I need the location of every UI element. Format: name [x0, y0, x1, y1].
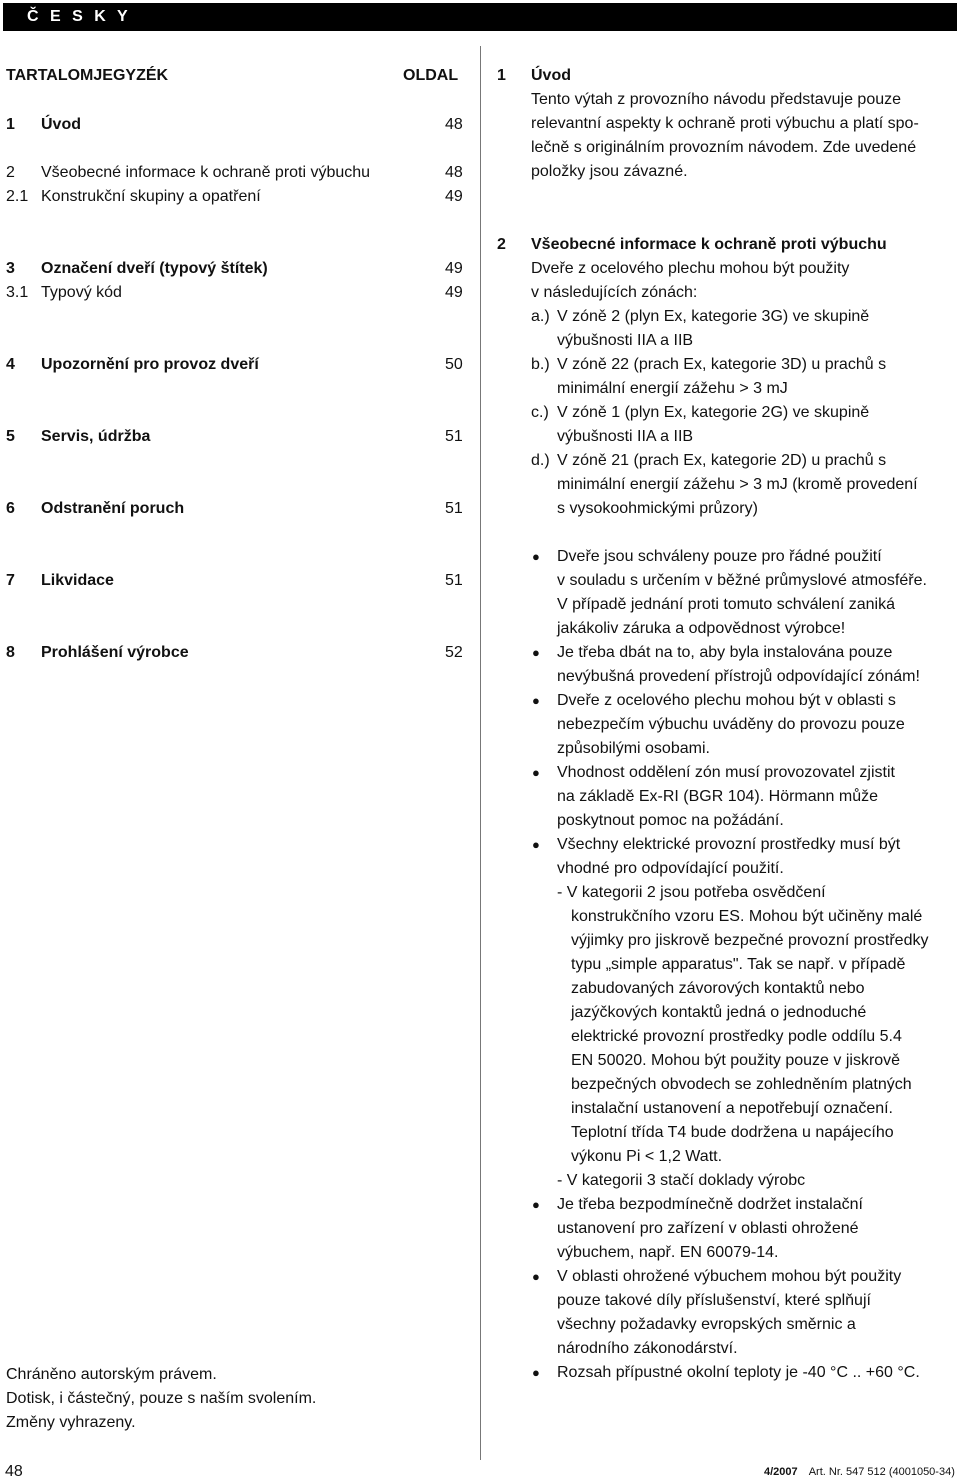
- bullet-line: výbuchem, např. EN 60079-14.: [557, 1244, 779, 1261]
- toc-page: 51: [445, 500, 463, 517]
- toc-page: 49: [445, 188, 463, 205]
- bullet-line: nebezpečím výbuchu uváděny do provozu pouze: [557, 716, 905, 733]
- toc-num: 1: [6, 116, 15, 133]
- bullet-line: Vhodnost oddělení zón musí provozovatel zjistit: [557, 764, 895, 781]
- article-number: Art. Nr. 547 512 (4001050-34): [808, 1466, 955, 1478]
- dash-line: výkonu Pi < 1,2 Watt.: [571, 1148, 723, 1165]
- toc-page: 48: [445, 116, 463, 133]
- language-header: [3, 3, 957, 31]
- dash-line: konstrukčního vzoru ES. Mohou být učiněny malé: [571, 908, 923, 925]
- toc-num: 2.1: [6, 188, 29, 205]
- section-number: 1: [497, 67, 506, 84]
- toc-label: Odstranění poruch: [41, 500, 185, 517]
- bullet-line: nevýbušná provedení přístrojů odpovídající zónám!: [557, 668, 920, 685]
- zone-line: minimální energií zážehu > 3 mJ (kromě provedení: [557, 476, 918, 493]
- zone-marker: a.): [531, 308, 550, 325]
- toc-label: Úvod: [41, 116, 81, 133]
- toc-page: 49: [445, 284, 463, 301]
- toc-page: 49: [445, 260, 463, 277]
- bullet-line: V případě jednání proti tomuto schválení zaniká: [557, 596, 895, 613]
- zone-line: V zóně 2 (plyn Ex, kategorie 3G) ve skupině: [557, 308, 870, 325]
- zone-line: výbušnosti IIA a IIB: [557, 428, 694, 445]
- toc-page: 50: [445, 356, 463, 373]
- language-label: Č E S K Y: [27, 8, 132, 25]
- bullet-line: pouze takové díly příslušenství, které splňují: [557, 1292, 871, 1309]
- toc-num: 3: [6, 260, 15, 277]
- bullet-icon: ●: [532, 693, 540, 708]
- bullet-line: Rozsah přípustné okolní teploty je -40 °C .. +60 °C.: [557, 1364, 920, 1381]
- bullet-icon: ●: [532, 1365, 540, 1380]
- dash-line: instalační ustanovení a nepotřebují označení.: [571, 1100, 893, 1117]
- bullet-line: poskytnout pomoc na požádání.: [557, 812, 784, 829]
- toc-label: Upozornění pro provoz dveří: [41, 356, 259, 373]
- zone-marker: b.): [531, 356, 550, 373]
- toc-label: Označení dveří (typový štítek): [41, 260, 268, 277]
- toc-num: 3.1: [6, 284, 29, 301]
- section-number: 2: [497, 236, 506, 253]
- dash-line: bezpečných obvodech se zohledněním platných: [571, 1076, 912, 1093]
- bullet-line: národního zákonodárství.: [557, 1340, 738, 1357]
- bullet-icon: ●: [532, 1269, 540, 1284]
- zone-line: s vysokoohmickými průzory): [557, 500, 758, 517]
- bullet-icon: ●: [532, 645, 540, 660]
- toc-label: Typový kód: [41, 284, 122, 301]
- dash-line: Teplotní třída T4 bude dodržena u napájecího: [571, 1124, 894, 1141]
- dash-line: výjimky pro jiskrově bezpečné provozní prostředky: [571, 932, 929, 949]
- toc-page: 51: [445, 572, 463, 589]
- bullet-icon: ●: [532, 765, 540, 780]
- zone-line: V zóně 22 (prach Ex, kategorie 3D) u prachů s: [557, 356, 887, 373]
- bullet-icon: ●: [532, 1197, 540, 1212]
- copyright-line: Dotisk, i částečný, pouze s naším svolením.: [6, 1390, 317, 1407]
- bullet-line: všechny požadavky evropských směrnic a: [557, 1316, 856, 1333]
- toc-num: 2: [6, 164, 15, 181]
- paragraph-line: Dveře z ocelového plechu mohou být použity: [531, 260, 850, 277]
- paragraph-line: Tento výtah z provozního návodu představuje pouze: [531, 91, 902, 108]
- toc-page-column-header: OLDAL: [403, 67, 459, 84]
- bullet-line: V oblasti ohrožené výbuchem mohou být použity: [557, 1268, 902, 1285]
- bullet-line: jakákoliv záruka a odpovědnost výrobce!: [557, 620, 846, 637]
- toc-num: 6: [6, 500, 15, 517]
- dash-line: jazýčkových kontaktů jedná o jednoduché: [571, 1004, 867, 1021]
- bullet-line: Dveře z ocelového plechu mohou být v oblasti s: [557, 692, 896, 709]
- footer-meta: [764, 1466, 955, 1478]
- bullet-line: způsobilými osobami.: [557, 740, 710, 757]
- dash-line: elektrické provozní prostředky podle oddílu 5.4: [571, 1028, 902, 1045]
- zone-line: výbušnosti IIA a IIB: [557, 332, 694, 349]
- copyright-line: Chráněno autorským právem.: [6, 1366, 217, 1383]
- bullet-line: Je třeba dbát na to, aby byla instalována pouze: [557, 644, 893, 661]
- zone-marker: d.): [531, 452, 550, 469]
- dash-line: - V kategorii 3 stačí doklady výrobc: [557, 1172, 806, 1189]
- toc-title: TARTALOMJEGYZÉK: [6, 67, 169, 84]
- edition: 4/2007: [764, 1466, 798, 1478]
- paragraph-line: položky jsou závazné.: [531, 163, 688, 180]
- toc-label: Všeobecné informace k ochraně proti výbuchu: [41, 164, 371, 181]
- zone-line: minimální energií zážehu > 3 mJ: [557, 380, 788, 397]
- dash-line: typu „simple apparatus". Tak se např. v případě: [571, 956, 906, 973]
- toc-label: Prohlášení výrobce: [41, 644, 189, 661]
- paragraph-line: v následujících zónách:: [531, 284, 698, 301]
- bullet-icon: ●: [532, 837, 540, 852]
- toc-page: 52: [445, 644, 463, 661]
- toc-page: 48: [445, 164, 463, 181]
- zone-marker: c.): [531, 404, 549, 421]
- dash-line: EN 50020. Mohou být použity pouze v jiskrově: [571, 1052, 901, 1069]
- section-title: Všeobecné informace k ochraně proti výbuchu: [531, 236, 887, 253]
- toc-label: Likvidace: [41, 572, 114, 589]
- bullet-line: Dveře jsou schváleny pouze pro řádné použití: [557, 548, 882, 565]
- paragraph-line: lečně s originálním provozním návodem. Zde uvedené: [531, 139, 917, 156]
- bullet-line: vhodné pro odpovídající použití.: [557, 860, 784, 877]
- toc-num: 8: [6, 644, 15, 661]
- bullet-line: Všechny elektrické provozní prostředky musí být: [557, 836, 901, 853]
- toc-num: 4: [6, 356, 15, 373]
- toc-page: 51: [445, 428, 463, 445]
- bullet-icon: ●: [532, 549, 540, 564]
- column-divider: [480, 46, 481, 1460]
- zone-line: V zóně 21 (prach Ex, kategorie 2D) u prachů s: [557, 452, 887, 469]
- bullet-line: na základě Ex-RI (BGR 104). Hörmann může: [557, 788, 879, 805]
- toc-label: Konstrukční skupiny a opatření: [41, 188, 261, 205]
- copyright-line: Změny vyhrazeny.: [6, 1414, 136, 1431]
- page-number: 48: [5, 1463, 23, 1480]
- bullet-line: ustanovení pro zařízení v oblasti ohrožené: [557, 1220, 859, 1237]
- toc-num: 7: [6, 572, 15, 589]
- zone-line: V zóně 1 (plyn Ex, kategorie 2G) ve skupině: [557, 404, 870, 421]
- dash-line: - V kategorii 2 jsou potřeba osvědčení: [557, 884, 826, 901]
- section-title: Úvod: [531, 67, 571, 84]
- paragraph-line: relevantní aspekty k ochraně proti výbuchu a platí spo-: [531, 115, 919, 132]
- toc-label: Servis, údržba: [41, 428, 151, 445]
- bullet-line: v souladu s určením v běžné průmyslové atmosféře.: [557, 572, 927, 589]
- dash-line: zabudovaných závorových kontaktů nebo: [571, 980, 865, 997]
- toc-num: 5: [6, 428, 15, 445]
- bullet-line: Je třeba bezpodmínečně dodržet instalační: [557, 1196, 863, 1213]
